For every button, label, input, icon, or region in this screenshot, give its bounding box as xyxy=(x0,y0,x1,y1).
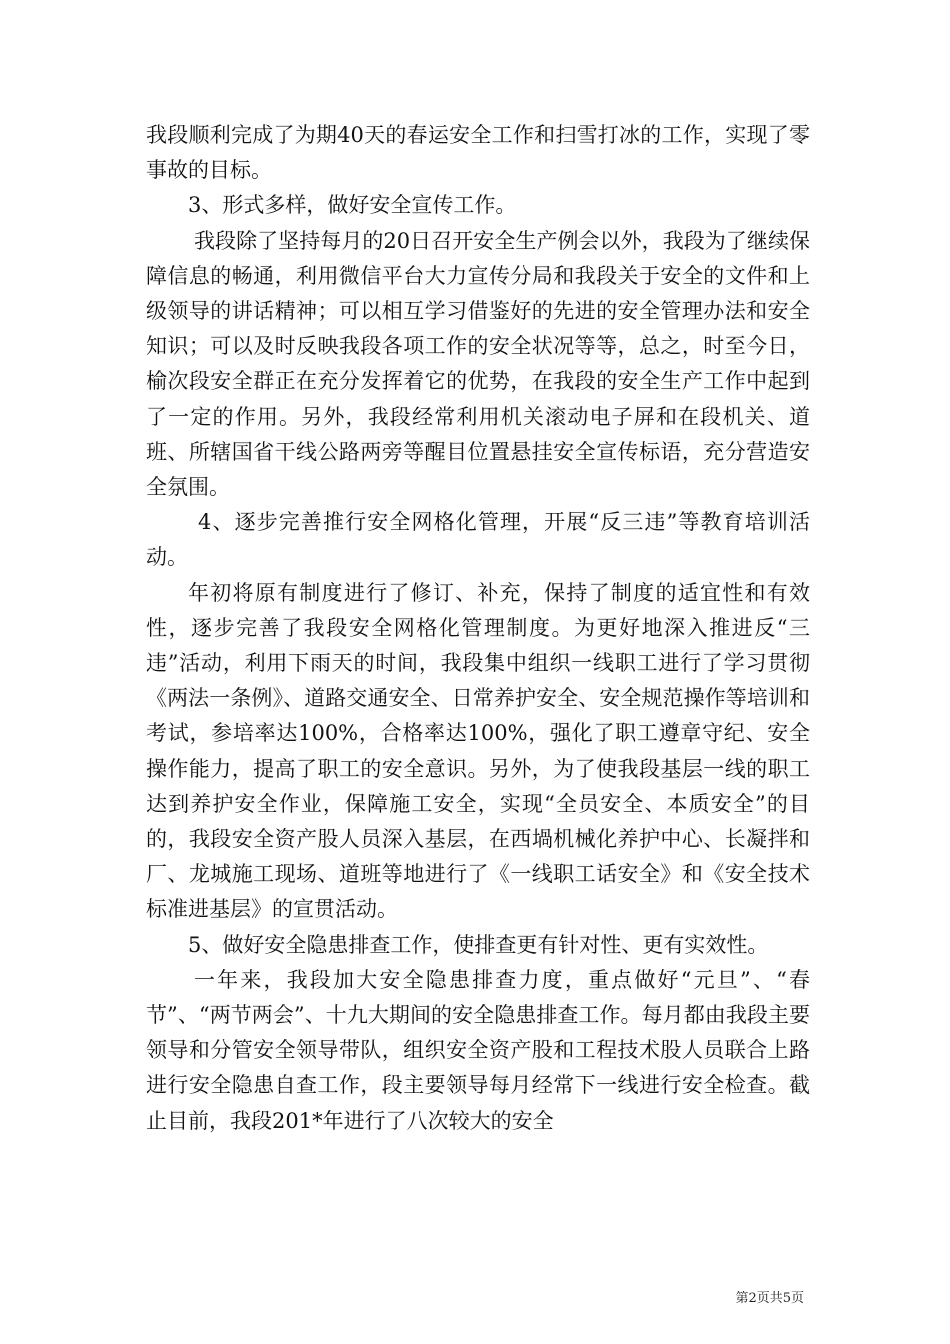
paragraph-continuation: 我段顺利完成了为期40天的春运安全工作和扫雪打冰的工作，实现了零事故的目标。 xyxy=(146,123,810,183)
document-body xyxy=(146,118,810,1139)
page-number: 第2页共5页 xyxy=(735,1291,804,1306)
paragraph-safety-publicity: 我段除了坚持每月的20日召开安全生产例会以外，我段为了继续保障信息的畅通，利用微信平台大力宣传分局和我段关于安全的文件和上级领导的讲话精神；可以相互学习借鉴好的先进的安全管理办法和安全知识；可以及时反映我段各项工作的安全状况等等，总之，时至今日，榆次段安全群正在充分发挥着它的优势，在我段的安全生产工作中起到了一定的作用。另外，我段经常利用机关滚动电子屏和在段机关、道班、所辖国省干线公路两旁等醒目位置悬挂安全宣传标语，充分营造安全氛围。 xyxy=(146,228,810,500)
section-heading-4: 4、逐步完善推行安全网格化管理，开展“反三违”等教育培训活动。 xyxy=(146,510,810,570)
section-heading-3: 3、形式多样，做好安全宣传工作。 xyxy=(188,193,517,218)
section-heading-5: 5、做好安全隐患排查工作，使排查更有针对性、更有实效性。 xyxy=(188,932,769,957)
paragraph-grid-management: 年初将原有制度进行了修订、补充，保持了制度的适宜性和有效性，逐步完善了我段安全网格化管理制度。为更好地深入推进反“三违”活动，利用下雨天的时间，我段集中组织一线职工进行了学习贯彻《两法一条例》、道路交通安全、日常养护安全、安全规范操作等培训和考试，参培率达100%，合格率达100%，强化了职工遵章守纪、安全操作能力，提高了职工的安全意识。另外，为了使我段基层一线的职工达到养护安全作业，保障施工安全，实现“全员安全、本质安全”的目的，我段安全资产股人员深入基层，在西堝机械化养护中心、长凝拌和厂、龙城施工现场、道班等地进行了《一线职工话安全》和《安全技术标准进基层》的宣贯活动。 xyxy=(146,580,810,922)
paragraph-hazard-inspection: 一年来，我段加大安全隐患排查力度，重点做好“元旦”、“春节”、“两节两会”、十九大期间的安全隐患排查工作。每月都由我段主要领导和分管安全领导带队，组织安全资产股和工程技术股人员联合上路进行安全隐患自查工作，段主要领导每月经常下一线进行安全检查。截止目前，我段201*年进行了八次较大的安全 xyxy=(146,967,810,1133)
